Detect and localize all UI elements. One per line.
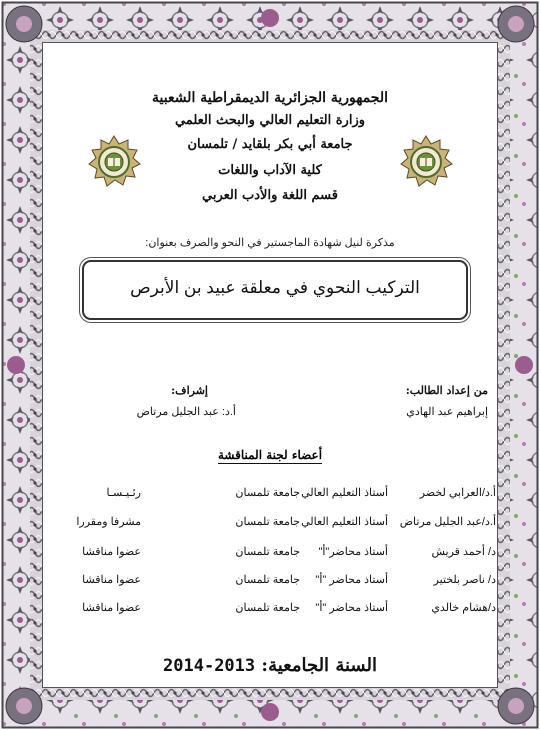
member-rank: أستاذ التعليم العالي [301,516,388,528]
member-university: جامعة تلمسان [235,546,300,558]
member-university: جامعة تلمسان [235,574,300,586]
ministry-name: وزارة التعليم العالي والبحث العلمي [174,113,366,128]
thesis-title-box [82,260,468,320]
member-university: جامعة تلمسان [235,602,300,614]
thesis-title: التركيب النحوي في معلقة عبيد بن الأبرص [130,278,420,297]
academic-year [44,655,496,676]
member-role: عضوا مناقشا [82,574,141,586]
member-role: مشرفا ومقررا [76,516,141,528]
university-emblem-icon [398,134,454,190]
member-name: أ.د/عبد الجليل مرتاض [399,516,496,528]
supervisor-label: إشراف: [171,384,208,397]
committee-title-text: أعضاء لجنة المناقشة [217,448,323,462]
committee-row [44,601,496,619]
committee-row [44,573,496,591]
thesis-intro: مذكرة لنيل شهادة الماجستير في النحو والصرف بعنوان: [145,237,395,249]
member-role: عضوا مناقشا [82,602,141,614]
member-rank: أستاذ محاضر "أ" [315,574,388,586]
member-role: عضوا مناقشا [82,546,141,558]
member-rank: أستاذ محاضر "أ" [315,602,388,614]
member-role: رئـيـسـا [106,487,141,499]
committee-row [44,545,496,563]
academic-year-value: 2014-2013 [163,656,256,676]
faculty-name: كلية الآداب واللغات [218,163,322,178]
member-rank: أستاذ التعليم العالي [301,487,388,499]
member-name: د/ ناصر بلختير [433,574,496,586]
department-name: قسم اللغة والأدب العربي [202,188,338,203]
committee-row [44,486,496,504]
committee-title [44,448,496,462]
cover-content [44,60,496,675]
committee-row [44,515,496,533]
student-label: من إعداد الطالب: [405,384,488,397]
academic-year-label: السنة الجامعية: [261,655,377,676]
member-rank: أستاذ محاضر"أ" [318,546,388,558]
republic-title: الجمهورية الجزائرية الديمقراطية الشعبية [151,90,388,106]
student-name: إبراهيم عبد الهادي [406,406,488,418]
member-name: أ.د/العرابي لخضر [419,487,496,499]
member-name: د/ أحمد قريش [431,546,496,558]
university-name: جامعة أبي بكر بلقايد / تلمسان [187,137,353,152]
supervisor-name: أ.د: عبد الجليل مرتاض [136,406,236,418]
member-university: جامعة تلمسان [235,487,300,499]
member-name: د/هشام خالدي [431,602,496,614]
member-university: جامعة تلمسان [235,516,300,528]
university-emblem-icon [86,134,142,190]
